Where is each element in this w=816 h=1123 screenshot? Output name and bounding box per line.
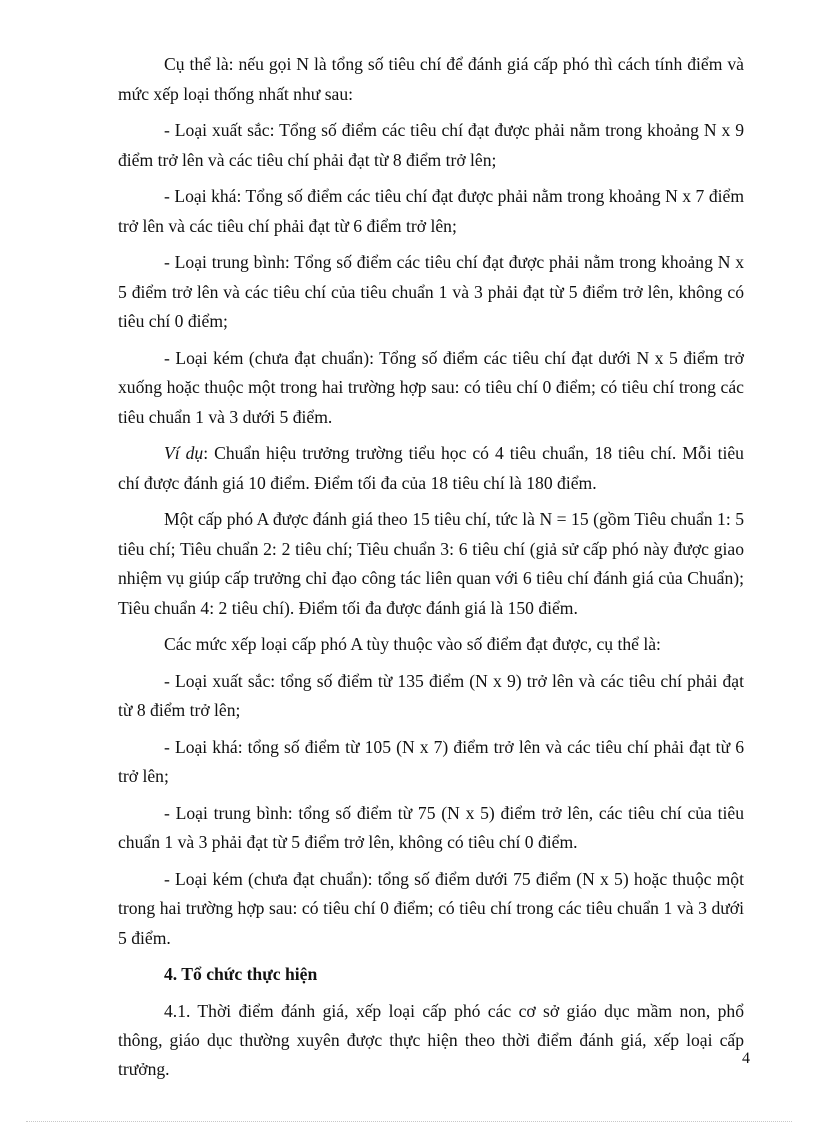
criterion-excellent: - Loại xuất sắc: Tổng số điểm các tiêu chí đạt được phải nằm trong khoảng N x 9 điểm trở lên và các tiêu chí phải đạt từ 8 điểm trở lên; bbox=[118, 120, 744, 170]
section-paragraph: 4.1. Thời điểm đánh giá, xếp loại cấp phó các cơ sở giáo dục mầm non, phổ thông, giáo dục thường xuyên được thực hiện theo thời điểm đánh giá, xếp loại cấp trưởng. bbox=[118, 1000, 744, 1079]
intro-paragraph: Cụ thể là: nếu gọi N là tổng số tiêu chí để đánh giá cấp phó thì cách tính điểm và mức xếp loại thống nhất như sau: bbox=[118, 54, 744, 104]
deputy-a-levels-intro: Các mức xếp loại cấp phó A tùy thuộc vào số điểm đạt được, cụ thể là: bbox=[164, 634, 661, 654]
criterion-poor: - Loại kém (chưa đạt chuẩn): Tổng số điểm các tiêu chí đạt dưới N x 5 điểm trở xuống hoặc thuộc một trong hai trường hợp sau: có tiêu chí 0 điểm; có tiêu chí trong các tiêu chuẩn 1 và 3 dưới 5 điểm. bbox=[118, 347, 744, 427]
deputy-a-poor: - Loại kém (chưa đạt chuẩn): tổng số điểm dưới 75 điểm (N x 5) hoặc thuộc một trong hai trường hợp sau: có tiêu chí 0 điểm; có tiêu chí trong các tiêu chuẩn 1 và 3 dưới 5 điểm. bbox=[118, 868, 744, 948]
footer-divider bbox=[26, 1121, 792, 1122]
example-text: : Chuẩn hiệu trưởng trường tiểu học có 4 tiêu chuẩn, 18 tiêu chí. Mỗi tiêu chí được đánh giá 10 điểm. Điểm tối đa của 18 tiêu chí là 180 điểm. bbox=[118, 443, 744, 493]
deputy-a-excellent: - Loại xuất sắc: tổng số điểm từ 135 điểm (N x 9) trở lên và các tiêu chí phải đạt từ 8 điểm trở lên; bbox=[118, 670, 744, 720]
page-number: 4 bbox=[742, 1050, 750, 1067]
deputy-a-paragraph: Một cấp phó A được đánh giá theo 15 tiêu chí, tức là N = 15 (gồm Tiêu chuẩn 1: 5 tiêu chí; Tiêu chuẩn 2: 2 tiêu chí; Tiêu chuẩn 3: 6 tiêu chí (giả sử cấp phó này được giao nhiệm vụ giúp cấp trưởng chỉ đạo công tác liên quan với 6 tiêu chí đánh giá của Chuẩn); Tiêu chuẩn 4: 2 tiêu chí). Điểm tối đa được đánh giá là 150 điểm. bbox=[118, 509, 744, 618]
criterion-average: - Loại trung bình: Tổng số điểm các tiêu chí đạt được phải nằm trong khoảng N x 5 điểm trở lên và các tiêu chí của tiêu chuẩn 1 và 3 phải đạt từ 5 điểm trở lên, không có tiêu chí 0 điểm; bbox=[118, 252, 744, 331]
deputy-a-good: - Loại khá: tổng số điểm từ 105 (N x 7) điểm trở lên và các tiêu chí phải đạt từ 6 trở lên; bbox=[118, 736, 744, 786]
example-paragraph bbox=[118, 439, 744, 498]
criterion-good: - Loại khá: Tổng số điểm các tiêu chí đạt được phải nằm trong khoảng N x 7 điểm trở lên và các tiêu chí phải đạt từ 6 điểm trở lên; bbox=[118, 186, 744, 236]
deputy-a-average: - Loại trung bình: tổng số điểm từ 75 (N x 5) điểm trở lên, các tiêu chí của tiêu chuẩn 1 và 3 phải đạt từ 5 điểm trở lên, không có tiêu chí 0 điểm. bbox=[118, 802, 744, 852]
example-label: Ví dụ bbox=[164, 443, 204, 463]
document-body bbox=[118, 50, 744, 1091]
section-heading: 4. Tổ chức thực hiện bbox=[164, 964, 318, 984]
